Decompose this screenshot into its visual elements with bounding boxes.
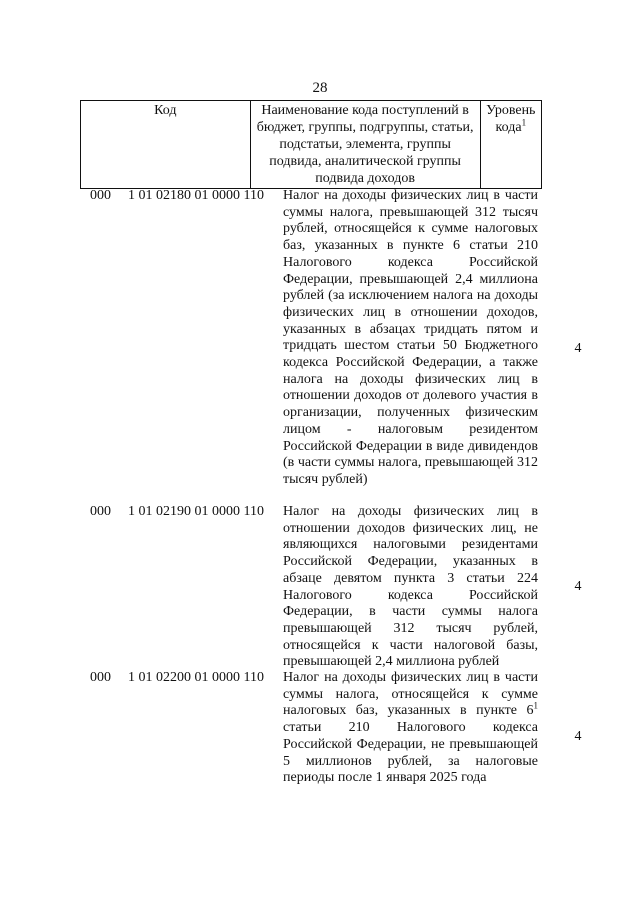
row-name xyxy=(283,670,538,787)
row-prefix: 000 xyxy=(90,670,111,685)
row-name-footnote: 1 xyxy=(533,700,538,711)
page-number: 28 xyxy=(312,80,328,96)
row-name-part: Налог на доходы физических лиц в части суммы налога, относящейся к сумме налоговых баз, указанных в пункте 6 xyxy=(283,670,538,719)
row-level: 4 xyxy=(574,579,582,594)
header-code: Код xyxy=(81,101,251,189)
row-prefix: 000 xyxy=(90,188,111,203)
table-row xyxy=(0,188,640,506)
row-name-part: статьи 210 Налогового кодекса Российской Федерации, не превышающей 5 миллионов рублей, за налоговые периоды после 1 января 2025 года xyxy=(283,720,538,786)
header-name: Наименование кода поступлений в бюджет, группы, подгруппы, статьи, подстатьи, элемента, группы подвида, аналитической группы подвида доходов xyxy=(250,101,480,189)
header-level-label: Уровень кода xyxy=(486,103,536,135)
row-name: Налог на доходы физических лиц в отношении доходов физических лиц, не являющихся налоговыми резидентами Российской Федерации, указанных в абзаце девятом пункта 3 статьи 224 Налогового кодекса Российской Федерации, в части суммы налога превышающей 312 тысяч рублей, относящейся к части налоговой базы, превышающей 2,4 миллиона рублей xyxy=(283,504,538,670)
header-level xyxy=(480,101,541,189)
table-row xyxy=(0,670,640,810)
row-code: 1 01 02200 01 0000 110 xyxy=(128,670,264,685)
header-table xyxy=(80,100,542,189)
row-code: 1 01 02180 01 0000 110 xyxy=(128,188,264,203)
header-row xyxy=(81,101,542,189)
row-level: 4 xyxy=(574,729,582,744)
header-level-footnote: 1 xyxy=(521,117,527,128)
row-prefix: 000 xyxy=(90,504,111,519)
row-code: 1 01 02190 01 0000 110 xyxy=(128,504,264,519)
row-level: 4 xyxy=(574,341,582,356)
table-row xyxy=(0,504,640,672)
row-name: Налог на доходы физических лиц в части суммы налога, превышающей 312 тысяч рублей, относящейся к сумме налоговых баз, указанных в пункте 6 статьи 210 Налогового кодекса Российской Федерации, превышающей 2,4 миллиона рублей (за исключением налога на доходы физических лиц в отношении доходов, указанных в абзацах тридцать пятом и тридцать шестом статьи 50 Бюджетного кодекса Российской Федерации, а также налога на доходы физических лиц в отношении доходов от долевого участия в организации, полученных физическим лицом - налоговым резидентом Российской Федерации в виде дивидендов (в части суммы налога, превышающей 312 тысяч рублей) xyxy=(283,188,538,487)
